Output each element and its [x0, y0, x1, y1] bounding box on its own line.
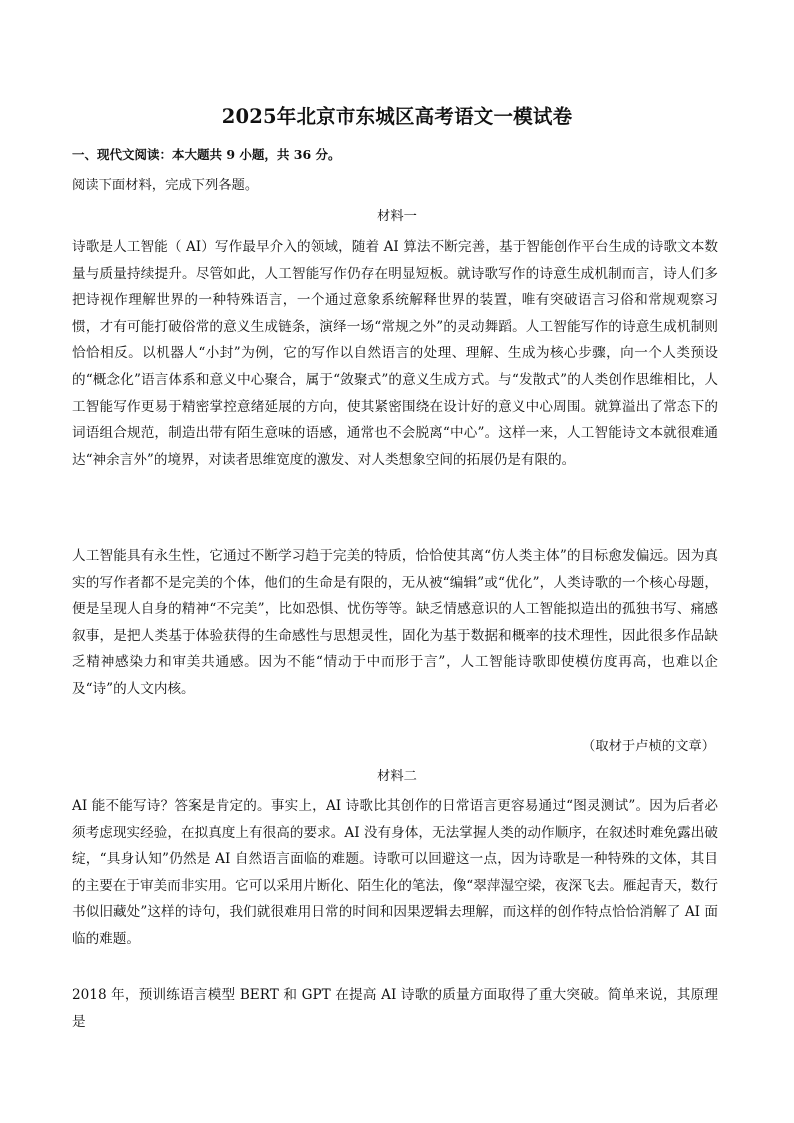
material-one-heading: 材料一 — [377, 209, 417, 224]
material-one-paragraph-2: 人工智能具有永生性，它通过不断学习趋于完美的特质，恰恰使其离“仿人类主体”的目标愈发偏远。因为真实的写作者都不是完美的个体，他们的生命是有限的，无从被“编辑”或“优化”，人类诗歌的一个核心母题，便是呈现人自身的精神“不完美”，比如恐惧、忧伤等等。缺乏情感意识的人工智能拟造出的孤独书写、痛感叙事，是把人类基于体验获得的生命感性与思想灵性，固化为基于数据和概率的技术理性，因此很多作品缺乏精神感染力和审美共通感。因为不能“情动于中而形于言”，人工智能诗歌即使模仿度再高，也难以企及“诗”的人文内核。 — [72, 548, 718, 697]
document-title: 2025年北京市东城区高考语文一模试卷 — [221, 105, 573, 128]
material-two-heading: 材料二 — [377, 769, 417, 784]
material-two-paragraph-1: AI 能不能写诗？答案是肯定的。事实上，AI 诗歌比其创作的日常语言更容易通过“图灵测试”。因为后者必须考虑现实经验，在拟真度上有很高的要求。AI 没有身体，无法掌握人类的动作顺序，在叙述时难免露出破绽，“具身认知”仍然是 AI 自然语言面临的难题。诗歌可以回避这一点，因为诗歌是一种特殊的文体，其目的主要在于审美而非实用。它可以采用片断化、陌生化的笔法，像“翠萍湿空梁，夜深飞去。雁起青天，数行书似旧藏处”这样的诗句，我们就很难用日常的时间和因果逻辑去理解，而这样的创作特点恰恰消解了 AI 面临的难题。 — [72, 798, 718, 947]
reading-instruction: 阅读下面材料，完成下列各题。 — [72, 178, 259, 193]
section-heading: 一、现代文阅读：本大题共 9 小题，共 36 分。 — [72, 147, 341, 162]
material-one-source: （取材于卢桢的文章） — [582, 739, 715, 754]
material-two-paragraph-2: 2018 年，预训练语言模型 BERT 和 GPT 在提高 AI 诗歌的质量方面取得了重大突破。简单来说，其原理是 — [72, 987, 718, 1030]
material-one-paragraph-1: 诗歌是人工智能（ AI）写作最早介入的领域，随着 AI 算法不断完善，基于智能创作平台生成的诗歌文本数量与质量持续提升。尽管如此，人工智能写作仍存在明显短板。就诗歌写作的诗意生成机制而言，诗人们多把诗视作理解世界的一种特殊语言，一个通过意象系统解释世界的装置，唯有突破语言习俗和常规观察习惯，才有可能打破俗常的意义生成链条，演绎一场“常规之外”的灵动舞蹈。人工智能写作的诗意生成机制则恰恰相反。以机器人“小封”为例，它的写作以自然语言的处理、理解、生成为核心步骤，向一个人类预设的“概念化”语言体系和意义中心聚合，属于“敛聚式”的意义生成方式。与“发散式”的人类创作思维相比，人工智能写作更易于精密掌控意绪延展的方向，使其紧密围绕在设计好的意义中心周围。就算溢出了常态下的词语组合规范，制造出带有陌生意味的语感，通常也不会脱离“中心”。这样一来，人工智能诗文本就很难通达“神余言外”的境界，对读者思维宽度的激发、对人类想象空间的拓展仍是有限的。 — [72, 239, 718, 468]
